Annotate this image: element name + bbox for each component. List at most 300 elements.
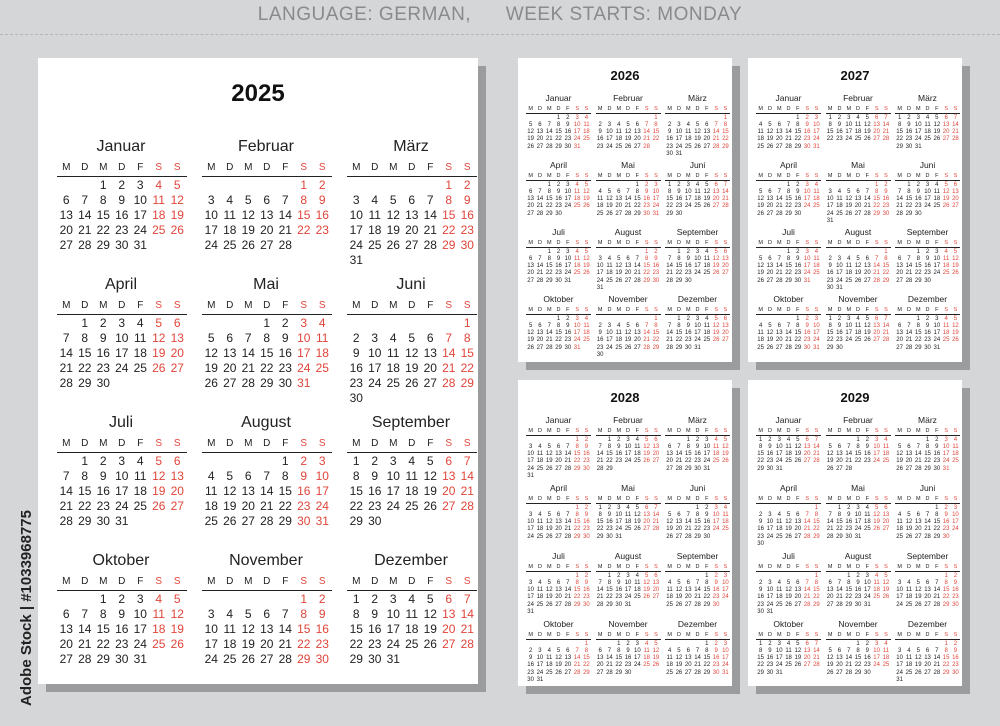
month-name: September — [906, 551, 949, 561]
day-cell: 9 — [935, 443, 939, 450]
weekday-label: S — [805, 239, 809, 246]
day-cell: 26 — [882, 594, 890, 601]
day-cell: 20 — [555, 594, 562, 601]
day-cell: 6 — [62, 607, 70, 621]
day-cell: 10 — [924, 188, 931, 195]
day-cell: 1 — [944, 640, 948, 647]
day-cell: 22 — [836, 526, 843, 533]
day-cell: 21 — [78, 637, 92, 651]
day-cell: 25 — [757, 344, 764, 351]
day-cell: 22 — [615, 662, 623, 669]
weekday-label: M — [99, 438, 108, 449]
day-cell: 3 — [626, 572, 630, 579]
weekday-label: D — [371, 438, 379, 449]
month-block — [665, 93, 730, 160]
weekday-label: M — [758, 172, 763, 179]
day-cell: 25 — [722, 526, 729, 533]
weekday-label: M — [827, 427, 833, 434]
day-cell: 17 — [694, 263, 701, 270]
day-cell: 8 — [856, 443, 860, 450]
day-cell: 20 — [882, 519, 890, 526]
day-cell: 9 — [566, 121, 570, 128]
day-cell: 11 — [152, 193, 165, 207]
header-title: LANGUAGE: GERMAN, WEEK STARTS: MONDAY — [257, 4, 743, 25]
day-cell: 29 — [583, 669, 590, 676]
day-cell: 15 — [460, 346, 474, 360]
day-cell: 6 — [907, 443, 911, 450]
day-cell: 14 — [905, 263, 913, 270]
day-cell: 25 — [133, 361, 147, 375]
day-cell: 1 — [828, 315, 832, 322]
day-cell: 10 — [703, 443, 711, 450]
day-cell: 14 — [666, 330, 673, 337]
day-cell: 1 — [556, 114, 561, 121]
month-name: Oktober — [543, 619, 574, 629]
day-cell: 30 — [684, 344, 692, 351]
weekday-label: S — [654, 172, 658, 179]
weekday-label: D — [118, 576, 126, 587]
month-block — [596, 619, 661, 687]
day-cell: 25 — [615, 344, 623, 351]
day-cell: 5 — [758, 188, 763, 195]
day-cell: 13 — [442, 469, 456, 483]
day-cell: 12 — [643, 443, 650, 450]
day-cell: 23 — [712, 662, 720, 669]
weekday-label: D — [695, 172, 700, 179]
day-cell: 3 — [768, 511, 772, 518]
day-cell: 6 — [538, 322, 542, 329]
day-cell: 13 — [882, 511, 890, 518]
day-cell: 7 — [81, 193, 89, 207]
day-cell: 27 — [442, 637, 456, 651]
day-cell: 2 — [805, 114, 809, 121]
month-block — [526, 93, 591, 160]
day-cell: 13 — [423, 346, 437, 360]
day-cell: 26 — [405, 376, 419, 390]
day-cell: 17 — [933, 263, 941, 270]
day-cell: 1 — [916, 248, 920, 255]
weekday-label: D — [607, 105, 612, 112]
day-cell: 26 — [845, 210, 853, 217]
weekday-label: M — [685, 172, 691, 179]
weekday-label: S — [654, 427, 658, 434]
day-cell: 25 — [933, 203, 941, 210]
day-cell: 27 — [633, 344, 641, 351]
month-name: Januar — [545, 93, 572, 103]
weekday-label: S — [714, 563, 718, 570]
day-cell: 14 — [905, 330, 913, 337]
day-cell: 8 — [352, 469, 360, 483]
day-cell: 25 — [545, 669, 553, 676]
day-cell: 17 — [803, 263, 811, 270]
day-cell: 30 — [905, 143, 913, 150]
day-cell: 16 — [315, 208, 329, 222]
weekday-label: S — [953, 563, 958, 570]
day-cell: 28 — [845, 669, 853, 676]
day-cell: 28 — [545, 344, 553, 351]
day-cell: 28 — [905, 277, 913, 284]
day-cell: 24 — [564, 203, 572, 210]
weekday-label: D — [767, 495, 772, 502]
day-cell: 18 — [905, 594, 913, 601]
day-cell: 31 — [133, 652, 147, 666]
day-cell: 31 — [596, 285, 604, 292]
day-cell: 19 — [545, 594, 553, 601]
day-cell: 19 — [942, 196, 950, 203]
day-cell: 28 — [775, 210, 783, 217]
weekday-label: F — [427, 438, 434, 449]
weekday-label: F — [705, 563, 709, 570]
day-cell: 25 — [942, 337, 950, 344]
day-cell: 18 — [615, 136, 623, 143]
day-cell: 25 — [573, 203, 581, 210]
day-cell: 17 — [775, 451, 783, 458]
day-cell: 5 — [768, 121, 772, 128]
day-cell: 15 — [260, 346, 274, 360]
day-cell: 17 — [564, 196, 572, 203]
day-cell: 14 — [78, 622, 92, 636]
day-cell: 16 — [368, 622, 382, 636]
day-cell: 9 — [925, 322, 930, 329]
day-cell: 2 — [907, 114, 911, 121]
day-cell: 22 — [703, 594, 711, 601]
day-cell: 10 — [606, 330, 613, 337]
day-cell: 17 — [606, 136, 613, 143]
day-cell: 13 — [924, 587, 931, 594]
day-cell: 21 — [882, 129, 890, 136]
day-cell: 24 — [573, 337, 581, 344]
day-cell: 9 — [667, 129, 672, 136]
day-cell: 25 — [694, 203, 701, 210]
day-cell: 22 — [96, 223, 110, 237]
weekday-label: S — [575, 631, 579, 638]
weekday-label: S — [953, 495, 958, 502]
day-cell: 27 — [596, 669, 604, 676]
month-block — [57, 552, 185, 690]
day-cell: 30 — [933, 465, 941, 472]
day-cell: 23 — [845, 526, 853, 533]
day-cell: 14 — [836, 587, 843, 594]
day-cell: 21 — [873, 270, 880, 277]
day-cell: 30 — [115, 652, 129, 666]
day-cell: 4 — [408, 592, 416, 606]
day-cell: 2 — [944, 504, 948, 511]
day-cell: 15 — [573, 519, 581, 526]
calendar-2025 — [38, 58, 478, 684]
day-cell: 25 — [606, 277, 613, 284]
month-block — [596, 227, 661, 294]
month-block — [526, 415, 591, 483]
day-cell: 12 — [170, 607, 184, 621]
day-cell: 3 — [686, 181, 690, 188]
day-cell: 16 — [652, 263, 660, 270]
day-cell: 21 — [803, 526, 811, 533]
day-cell: 5 — [916, 579, 920, 586]
day-cell: 3 — [865, 572, 869, 579]
weekday-label: M — [352, 162, 361, 173]
day-cell: 13 — [873, 322, 880, 329]
month-name: April — [779, 160, 797, 170]
weekday-label: M — [667, 105, 672, 112]
day-cell: 29 — [442, 238, 456, 252]
weekday-label: M — [827, 172, 833, 179]
day-cell: 21 — [785, 136, 792, 143]
day-cell: 21 — [675, 458, 683, 465]
day-cell: 23 — [115, 637, 129, 651]
month-name: Juni — [919, 483, 936, 493]
weekday-label: D — [767, 563, 772, 570]
month-name: Juli — [108, 414, 133, 431]
day-cell: 21 — [813, 655, 820, 662]
weekday-label: S — [814, 172, 819, 179]
day-cell: 16 — [583, 587, 590, 594]
day-cell: 14 — [775, 263, 783, 270]
day-cell: 30 — [583, 601, 590, 608]
weekday-label: F — [705, 105, 709, 112]
day-cell: 3 — [723, 572, 728, 579]
day-cell: 1 — [695, 504, 700, 511]
weekday-label: M — [758, 105, 763, 112]
weekday-label: M — [915, 563, 921, 570]
day-cell: 8 — [935, 511, 939, 518]
day-cell: 5 — [644, 436, 649, 443]
day-cell: 29 — [545, 210, 553, 217]
day-cell: 21 — [845, 458, 853, 465]
day-cell: 7 — [538, 255, 542, 262]
day-cell: 20 — [703, 136, 711, 143]
day-cell: 24 — [315, 499, 329, 513]
day-cell: 23 — [315, 223, 329, 237]
day-cell: 21 — [882, 330, 890, 337]
day-cell: 13 — [260, 208, 274, 222]
day-cell: 4 — [814, 248, 819, 255]
weekday-label: M — [616, 105, 622, 112]
day-cell: 7 — [907, 322, 911, 329]
day-cell: 21 — [652, 519, 660, 526]
day-cell: 21 — [914, 458, 922, 465]
day-cell: 30 — [914, 210, 922, 217]
day-cell: 1 — [677, 248, 681, 255]
day-cell: 21 — [896, 203, 903, 210]
day-cell: 6 — [677, 511, 681, 518]
day-cell: 11 — [685, 129, 692, 136]
weekday-label: M — [616, 427, 622, 434]
weekday-label: S — [884, 105, 888, 112]
day-cell: 22 — [854, 458, 862, 465]
day-cell: 8 — [281, 469, 289, 483]
day-cell: 13 — [836, 655, 843, 662]
weekday-label: M — [915, 427, 921, 434]
day-cell: 25 — [583, 136, 590, 143]
day-cell: 11 — [713, 443, 720, 450]
day-cell: 6 — [916, 511, 920, 518]
day-cell: 1 — [654, 315, 658, 322]
day-cell: 27 — [836, 465, 843, 472]
day-cell: 10 — [813, 121, 820, 128]
day-cell: 19 — [757, 203, 764, 210]
day-cell: 3 — [935, 315, 939, 322]
day-cell: 24 — [527, 533, 534, 540]
day-cell: 3 — [874, 436, 879, 443]
day-cell: 15 — [297, 622, 311, 636]
day-cell: 2 — [953, 572, 958, 579]
weekday-label: M — [597, 306, 603, 313]
day-cell: 30 — [952, 669, 959, 676]
day-cell: 4 — [667, 579, 672, 586]
day-cell: 4 — [371, 193, 379, 207]
day-cell: 4 — [777, 579, 781, 586]
month-block — [526, 160, 591, 227]
day-cell: 11 — [643, 647, 650, 654]
day-cell: 5 — [865, 114, 869, 121]
day-cell: 5 — [953, 248, 958, 255]
day-cell: 7 — [547, 121, 551, 128]
day-cell: 1 — [847, 572, 851, 579]
day-cell: 13 — [803, 443, 811, 450]
day-cell: 14 — [675, 451, 683, 458]
day-cell: 21 — [596, 458, 604, 465]
day-cell: 17 — [826, 203, 834, 210]
day-cell: 20 — [794, 526, 802, 533]
day-cell: 31 — [536, 677, 544, 684]
day-cell: 3 — [300, 316, 308, 330]
day-cell: 21 — [785, 337, 792, 344]
day-cell: 22 — [826, 136, 834, 143]
weekday-label: S — [644, 239, 649, 246]
weekday-label: M — [244, 438, 253, 449]
weekday-label: M — [846, 631, 852, 638]
day-cell: 1 — [99, 592, 107, 606]
day-cell: 16 — [564, 129, 572, 136]
day-cell: 28 — [442, 376, 456, 390]
day-cell: 28 — [59, 376, 73, 390]
month-name: Juni — [689, 160, 706, 170]
day-cell: 31 — [297, 376, 311, 390]
day-cell: 7 — [426, 193, 434, 207]
weekday-label: M — [915, 631, 921, 638]
day-cell: 14 — [460, 607, 474, 621]
day-cell: 12 — [204, 346, 218, 360]
day-cell: 17 — [633, 655, 641, 662]
day-cell: 15 — [914, 263, 922, 270]
day-cell: 1 — [81, 454, 89, 468]
day-cell: 22 — [794, 337, 802, 344]
day-cell: 13 — [684, 587, 692, 594]
weekday-label: D — [695, 631, 700, 638]
day-cell: 13 — [596, 655, 604, 662]
weekday-label: S — [584, 563, 589, 570]
day-cell: 6 — [925, 579, 930, 586]
day-cell: 17 — [952, 519, 959, 526]
day-cell: 31 — [826, 218, 834, 225]
day-cell: 1 — [705, 572, 709, 579]
day-cell: 23 — [527, 669, 534, 676]
day-cell: 24 — [703, 458, 711, 465]
weekday-label: D — [695, 306, 700, 313]
day-cell: 26 — [952, 270, 959, 277]
day-cell: 18 — [684, 136, 692, 143]
day-cell: 22 — [545, 270, 553, 277]
weekday-label: M — [616, 631, 622, 638]
day-cell: 28 — [863, 210, 871, 217]
day-cell: 17 — [624, 451, 632, 458]
day-cell: 21 — [59, 499, 73, 513]
day-cell: 11 — [606, 263, 613, 270]
day-cell: 28 — [836, 601, 843, 608]
day-cell: 20 — [924, 594, 931, 601]
weekday-label: D — [626, 495, 631, 502]
day-cell: 9 — [907, 121, 911, 128]
day-cell: 1 — [944, 572, 948, 579]
day-cell: 5 — [874, 504, 879, 511]
day-cell: 3 — [953, 504, 958, 511]
month-block — [57, 276, 185, 414]
day-cell: 16 — [794, 196, 802, 203]
weekday-label: D — [786, 563, 791, 570]
day-cell: 16 — [803, 330, 811, 337]
day-cell: 13 — [914, 519, 922, 526]
day-cell: 11 — [785, 443, 792, 450]
weekday-label: D — [856, 172, 861, 179]
day-cell: 27 — [536, 344, 544, 351]
day-cell: 2 — [796, 248, 800, 255]
day-cell: 1 — [584, 640, 589, 647]
day-cell: 5 — [714, 315, 718, 322]
day-cell: 10 — [722, 579, 729, 586]
day-cell: 20 — [59, 637, 73, 651]
weekday-label: F — [935, 105, 939, 112]
weekday-rule — [57, 314, 187, 315]
day-cell: 21 — [775, 270, 783, 277]
day-cell: 31 — [766, 609, 774, 616]
day-cell: 4 — [155, 178, 163, 192]
day-cell: 30 — [368, 514, 382, 528]
weekday-label: S — [155, 162, 163, 173]
weekday-label: D — [786, 172, 791, 179]
day-cell: 5 — [828, 443, 832, 450]
day-cell: 5 — [953, 315, 958, 322]
day-cell: 28 — [564, 533, 572, 540]
day-cell: 27 — [803, 458, 811, 465]
day-cell: 13 — [952, 188, 959, 195]
day-cell: 31 — [315, 514, 329, 528]
day-cell: 30 — [854, 601, 862, 608]
month-name: September — [371, 414, 451, 431]
day-cell: 6 — [538, 121, 542, 128]
day-cell: 26 — [826, 669, 834, 676]
weekday-label: M — [546, 631, 552, 638]
day-cell: 31 — [615, 533, 623, 540]
day-cell: 4 — [777, 511, 781, 518]
weekday-label: M — [827, 495, 833, 502]
day-cell: 2 — [935, 436, 939, 443]
day-cell: 1 — [705, 640, 709, 647]
weekday-label: F — [935, 631, 939, 638]
day-cell: 29 — [545, 277, 553, 284]
weekday-label: M — [685, 631, 691, 638]
day-cell: 14 — [845, 655, 853, 662]
day-cell: 17 — [527, 594, 534, 601]
weekday-label: S — [318, 438, 326, 449]
day-cell: 14 — [564, 451, 572, 458]
day-cell: 29 — [96, 238, 110, 252]
day-cell: 9 — [856, 579, 860, 586]
day-cell: 19 — [882, 587, 890, 594]
weekday-label: D — [695, 427, 700, 434]
day-cell: 15 — [826, 129, 834, 136]
day-cell: 14 — [596, 587, 604, 594]
day-cell: 16 — [675, 196, 683, 203]
